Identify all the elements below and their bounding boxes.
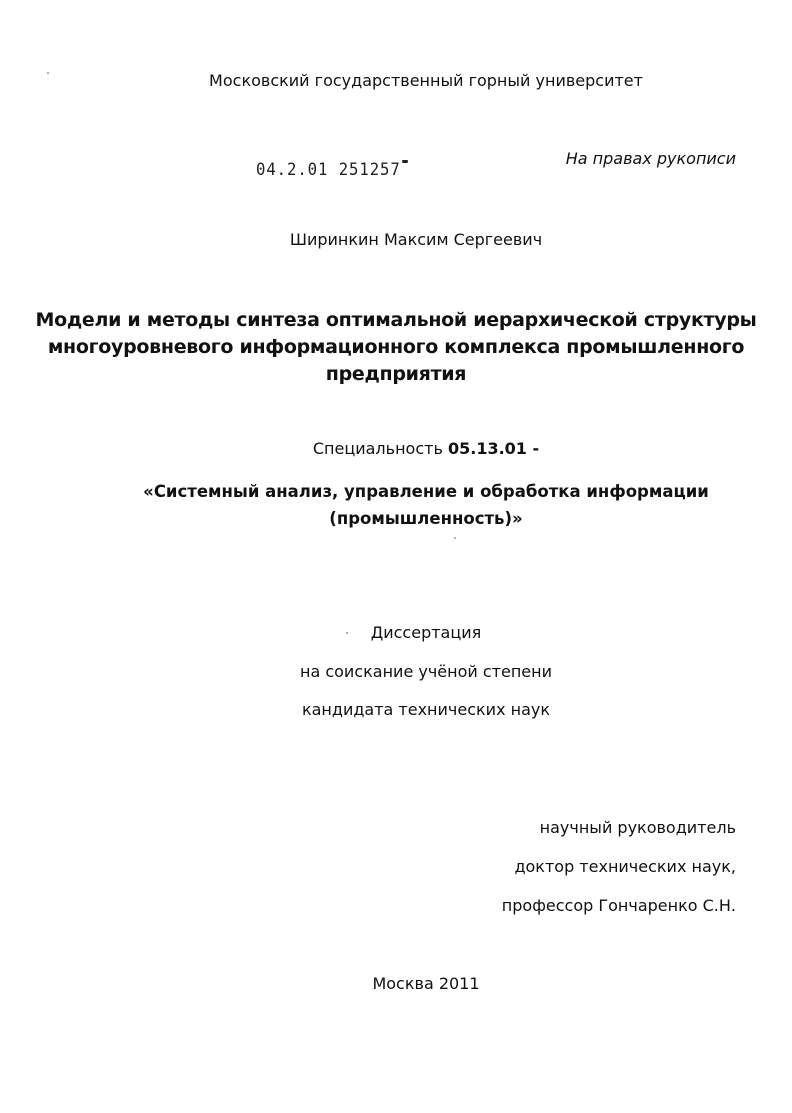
supervisor-role: научный руководитель xyxy=(539,818,736,837)
specialty-label: Специальность xyxy=(312,439,443,458)
author-name: Ширинкин Максим Сергеевич xyxy=(289,230,543,249)
specialty-line xyxy=(30,439,792,459)
thesis-title-line: предприятия xyxy=(325,363,467,385)
rights-note: На правах рукописи xyxy=(565,149,736,168)
supervisor-name: профессор Гончаренко С.Н. xyxy=(501,896,736,915)
scan-speck xyxy=(454,537,456,539)
registry-number: 04.2.01 251257 xyxy=(256,160,401,180)
degree-line-1: на соискание учёной степени xyxy=(299,662,552,681)
registry-stamp xyxy=(256,160,408,180)
specialty-name-line: «Системный анализ, управление и обработка информации xyxy=(143,482,709,501)
thesis-title xyxy=(0,307,792,388)
thesis-type: Диссертация xyxy=(370,623,482,642)
specialty-code: 05.13.01 - xyxy=(447,439,540,458)
city-year: Москва 2011 xyxy=(372,974,480,993)
university-name: Московский государственный горный университет xyxy=(209,71,643,90)
supervisor-degree: доктор технических наук, xyxy=(514,857,736,876)
thesis-title-line: многоуровневого информационного комплекса промышленного xyxy=(47,336,745,358)
registry-dash-mark xyxy=(403,160,409,163)
specialty-name-line: (промышленность)» xyxy=(329,509,523,528)
specialty-name xyxy=(30,478,792,532)
degree-line-2: кандидата технических наук xyxy=(301,700,551,719)
thesis-title-line: Модели и методы синтеза оптимальной иерархической структуры xyxy=(35,309,757,331)
